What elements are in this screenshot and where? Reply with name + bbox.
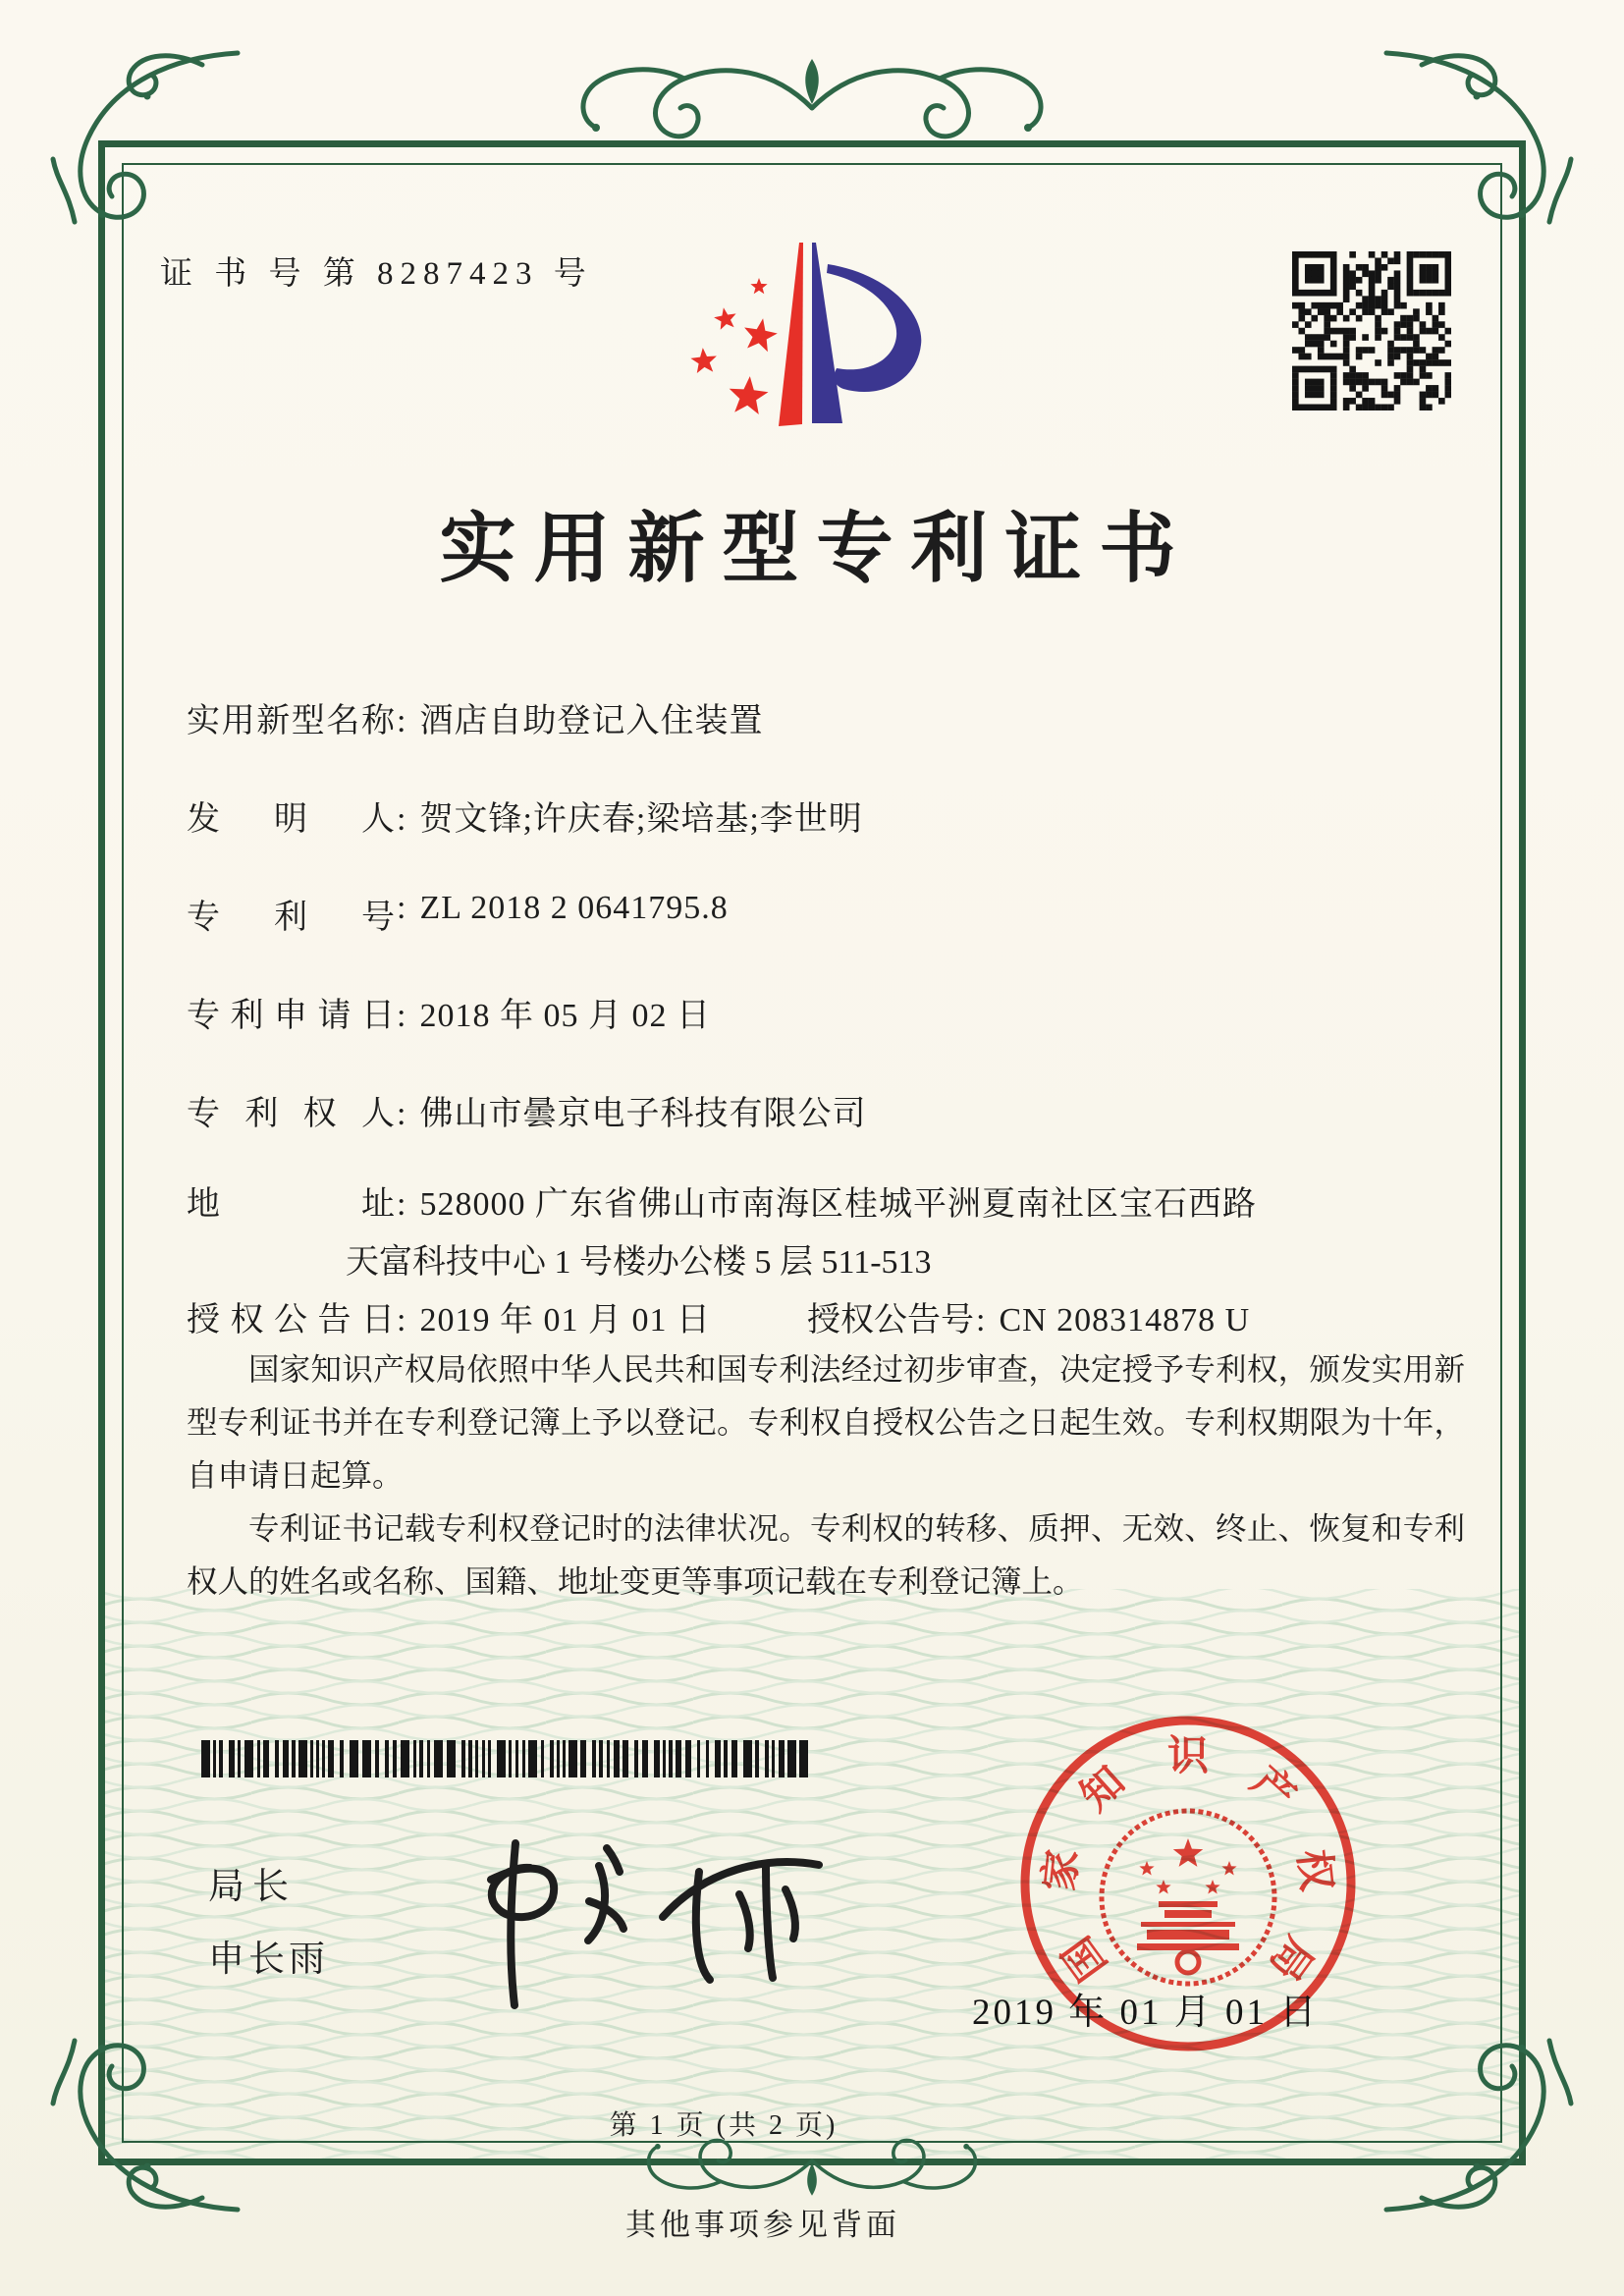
grant-number-group: [807, 1292, 1250, 1340]
field-value: 528000 广东省佛山市南海区桂城平洲夏南社区宝石西路: [419, 1186, 1257, 1223]
field-colon: :: [397, 801, 406, 838]
field-label: 地址: [187, 1186, 395, 1223]
legal-paragraph: 国家知识产权局依照中华人民共和国专利法经过初步审查，决定授予专利权，颁发实用新型专利证书并在专利登记簿上予以登记。专利权自授权公告之日起生效。专利权期限为十年，自申请日起算。: [187, 1352, 1465, 1493]
field-label: 专利权人: [187, 1096, 395, 1132]
cnipa-logo-icon: [643, 221, 938, 452]
field-label: 发明人: [187, 801, 395, 838]
field-value: ZL 2018 2 0641795.8: [419, 890, 729, 926]
field-row-patent-number: [187, 890, 1477, 938]
commissioner-name: 申长雨: [208, 1940, 329, 1980]
field-row-address-line2: [346, 1234, 1477, 1283]
field-label: 专利号: [187, 900, 395, 936]
field-value: 2019 年 01 月 01 日: [419, 1302, 711, 1339]
field-colon: :: [397, 890, 406, 926]
back-side-note: 其他事项参见背面: [625, 2208, 900, 2242]
legal-paragraph: 专利证书记载专利权登记时的法律状况。专利权的转移、质押、无效、终止、恢复和专利权人的姓名或名称、国籍、地址变更等事项记载在专利登记簿上。: [187, 1511, 1465, 1599]
seal-date: 2019 年 01 月 01 日: [972, 1993, 1320, 2033]
svg-text:识: 识: [1166, 1734, 1210, 1779]
field-value: 天富科技中心 1 号楼办公楼 5 层 511-513: [346, 1244, 932, 1281]
page-number: 第 1 页 (共 2 页): [609, 2110, 839, 2141]
field-row-grant: [187, 1292, 1477, 1340]
field-value: CN 208314878 U: [999, 1302, 1251, 1339]
field-value: 贺文锋;许庆春;梁培基;李世明: [419, 801, 863, 838]
field-colon: :: [397, 1186, 406, 1223]
field-label: 专利申请日: [187, 998, 395, 1034]
barcode: [201, 1740, 818, 1777]
svg-text:产: 产: [1242, 1758, 1304, 1821]
corner-flourish-top-right: [1382, 43, 1579, 240]
field-row-address: [187, 1176, 1477, 1225]
legal-text-block: [187, 1343, 1465, 1609]
page-title: 实用新型专利证书: [439, 506, 1194, 591]
field-value: 酒店自助登记入住装置: [419, 703, 764, 739]
certificate-number: 证 书 号 第 8287423 号: [160, 256, 593, 292]
svg-text:家: 家: [1037, 1847, 1087, 1893]
field-value: 2018 年 05 月 02 日: [419, 998, 711, 1034]
field-colon: :: [976, 1302, 986, 1339]
field-row-inventors: [187, 792, 1477, 840]
field-label: 授权公告日: [187, 1302, 395, 1339]
corner-flourish-top-left: [45, 43, 242, 240]
qr-code: [1292, 251, 1451, 410]
field-label: 实用新型名称: [187, 703, 395, 739]
svg-text:权: 权: [1289, 1847, 1339, 1893]
field-row-filing-date: [187, 988, 1477, 1036]
top-center-flourish: [537, 47, 1087, 155]
svg-text:国: 国: [1055, 1928, 1116, 1989]
field-row-utility-model-name: [187, 693, 1477, 741]
commissioner-signature-script: [442, 1809, 874, 2030]
field-colon: :: [397, 1302, 406, 1339]
field-colon: :: [397, 998, 406, 1034]
field-label: 授权公告号: [807, 1302, 974, 1339]
field-colon: :: [397, 1096, 406, 1132]
svg-text:局: 局: [1260, 1928, 1322, 1989]
svg-text:知: 知: [1072, 1758, 1134, 1821]
field-colon: :: [397, 703, 406, 739]
field-row-patentee: [187, 1086, 1477, 1134]
field-value: 佛山市曇京电子科技有限公司: [419, 1096, 867, 1132]
commissioner-title: 局长: [208, 1867, 297, 1907]
